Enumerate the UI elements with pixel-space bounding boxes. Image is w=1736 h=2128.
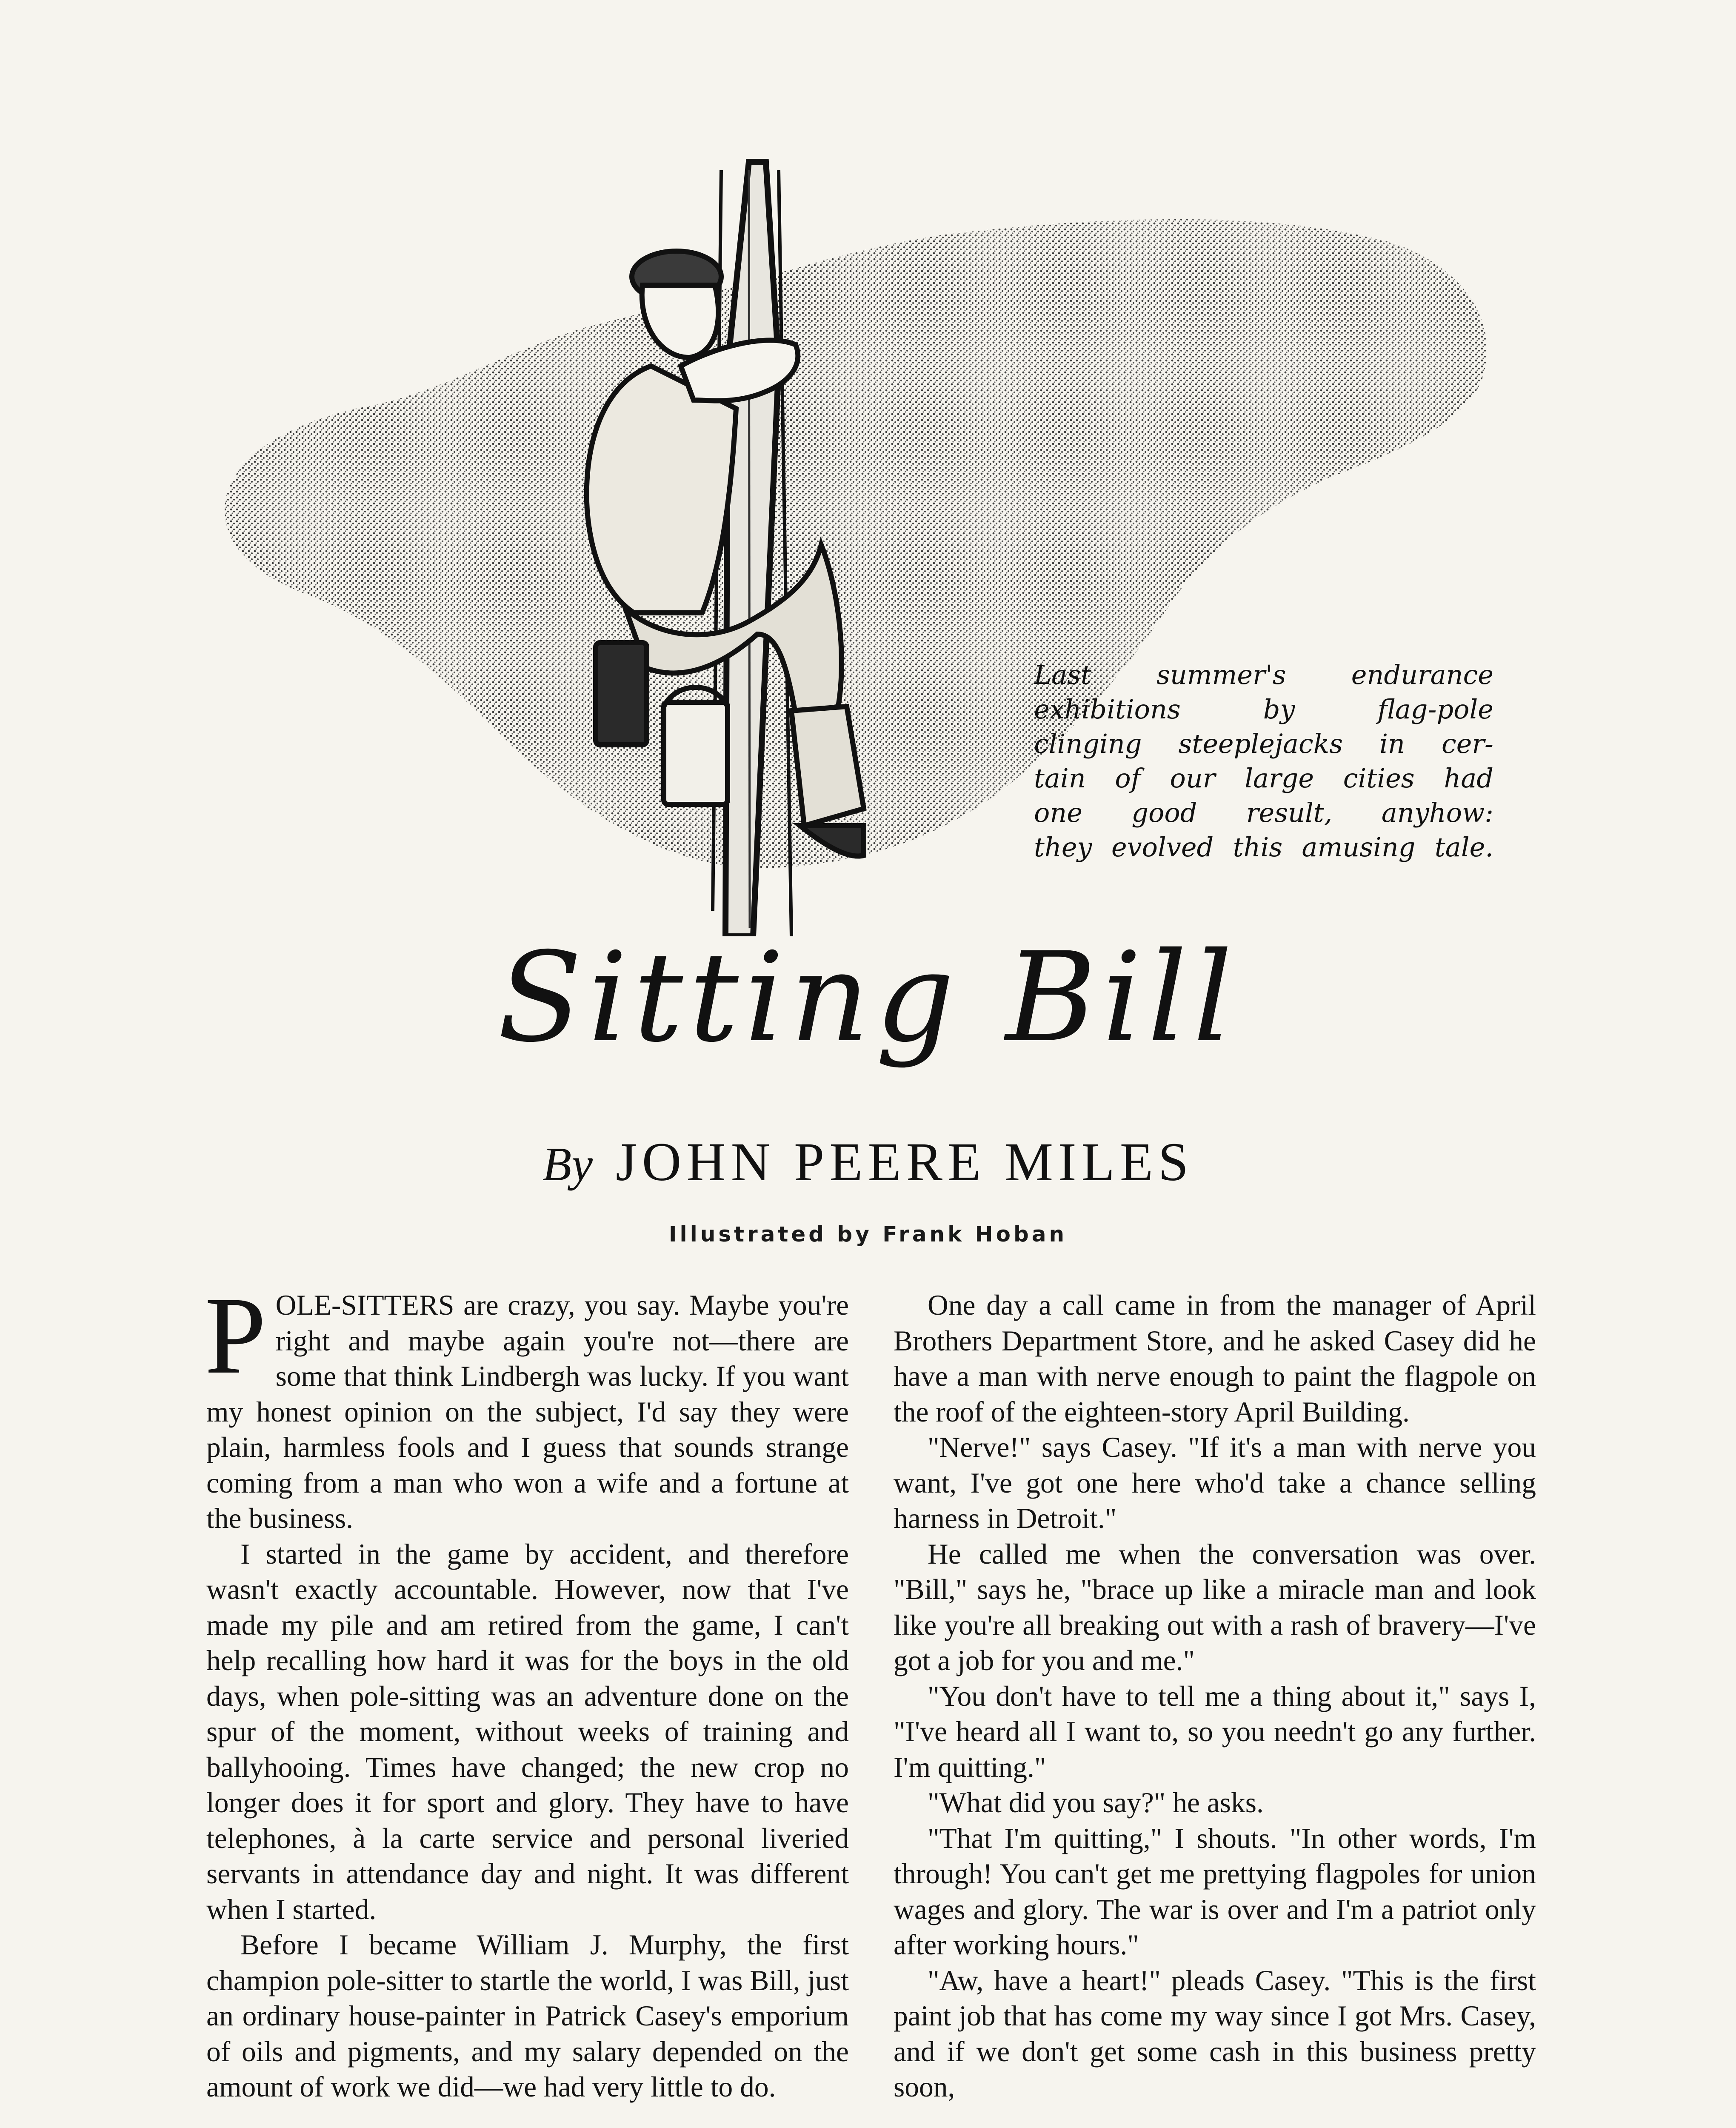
author-name: JOHN PEERE MILES — [615, 1132, 1194, 1192]
story-paragraph: "Aw, have a heart!" pleads Casey. "This is the first paint job that has come my way since I got Mrs. Casey, and if we don't get some cash in this business pretty soon, — [894, 1964, 1536, 2103]
byline-prefix: By — [542, 1138, 593, 1191]
caption-line: one good result, anyhow: — [1034, 797, 1493, 828]
paragraph-text: OLE-SITTERS are crazy, you say. Maybe you're right and maybe again you're not—there are some that think Lindbergh was lucky. If you want my honest opinion on the subject, I'd say they were plain, harmless fools and I guess that sounds strange coming from a man who won a wife and a fortune at the business. — [206, 1289, 849, 1534]
caption-line: they evolved this amusing tale. — [1034, 832, 1493, 863]
story-title: Sitting Bill — [497, 926, 1239, 1070]
story-column-left — [205, 1274, 849, 2105]
story-paragraph — [205, 1274, 849, 1536]
story-paragraph: One day a call came in from the manager of April Brothers Department Store, and he asked Casey did he have a man with nerve enough to paint the flagpole on the roof of the eighteen-story April Building. — [894, 1289, 1536, 1428]
caption-line: tain of our large cities had — [1034, 763, 1493, 794]
illustration-caption — [1034, 658, 1493, 864]
caption-line: exhibitions by flag-pole — [1034, 694, 1493, 725]
story-paragraph: "What did you say?" he asks. — [928, 1787, 1264, 1819]
story-paragraph: Before I became William J. Murphy, the first champion pole-sitter to startle the world, I was Bill, just an ordinary house-painter in Patrick Casey's emporium of oils and pigments, and my salary depended on the amount of work we did—we had very little to do. — [206, 1929, 849, 2103]
caption-line: clinging steeplejacks in cer- — [1034, 728, 1493, 759]
illustrator-credit: Illustrated by Frank Hoban — [668, 1222, 1068, 1247]
drop-cap: P — [205, 1274, 266, 1397]
byline — [0, 1128, 1736, 1198]
story-paragraph: I started in the game by accident, and therefore wasn't exactly accountable. However, now that I've made my pile and am retired from the game, I can't help recalling how hard it was for the boys in the old days, when pole-sitting was an adventure done on the spur of the moment, without weeks of training and ballyhooing. Times have changed; the new crop no longer does it for sport and glory. They have to have telephones, à la carte service and personal liveried servants in attendance day and night. It was different when I started. — [206, 1538, 849, 1925]
story-paragraph: "Nerve!" says Casey. "If it's a man with nerve you want, I've got one here who'd take a chance selling harness in Detroit." — [894, 1431, 1536, 1534]
caption-line: Last summer's endurance — [1034, 659, 1493, 690]
story-paragraph: "You don't have to tell me a thing about it," says I, "I've heard all I want to, so you needn't go any further. I'm quitting." — [894, 1680, 1536, 1783]
story-column-right — [894, 1287, 1536, 2105]
story-paragraph: He called me when the conversation was over. "Bill," says he, "brace up like a miracle man and look like you're all breaking out with a rash of bravery—I've got a job for you and me." — [894, 1538, 1536, 1676]
story-paragraph: "That I'm quitting," I shouts. "In other words, I'm through! You can't get me prettying flagpoles for union wages and glory. The war is over and I'm a patriot only after working hours." — [894, 1822, 1536, 1961]
